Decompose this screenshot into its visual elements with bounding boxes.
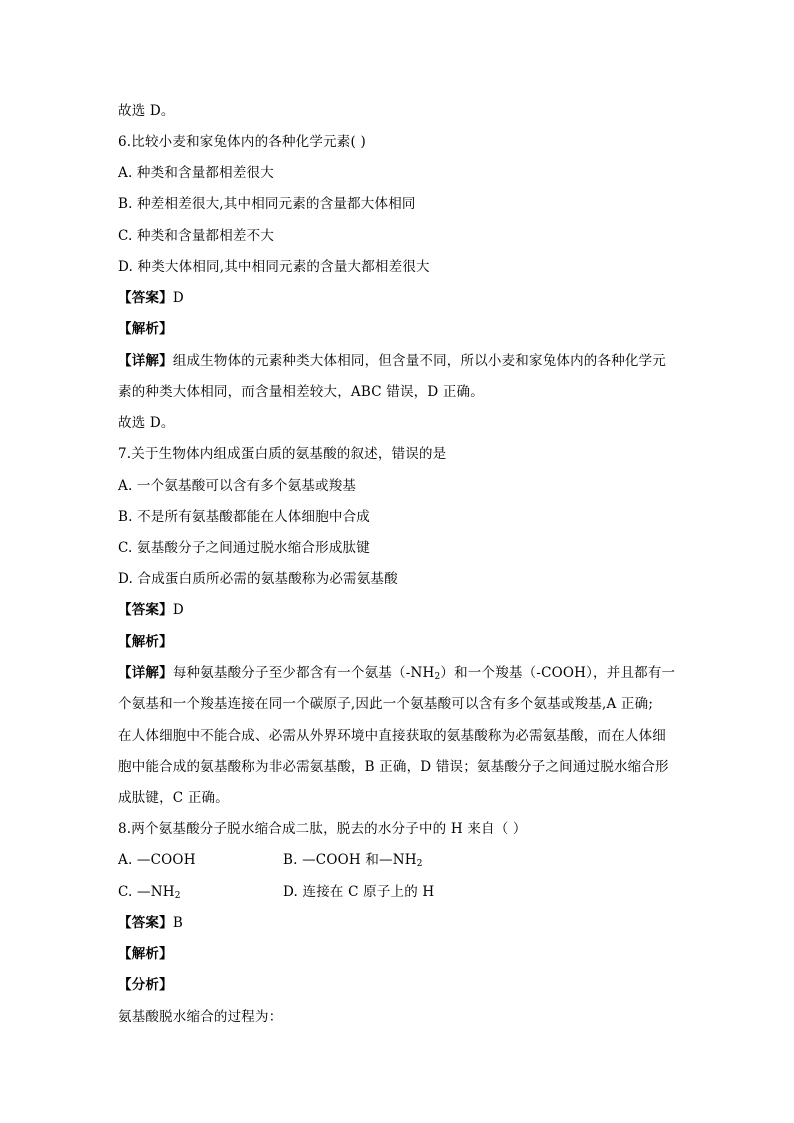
- detail-text: 组成生物体的元素种类大体相同，但含量不同，所以小麦和家兔体内的各种化学元: [172, 353, 667, 369]
- answer-value: B: [172, 915, 183, 931]
- q7-option-c: C. 氨基酸分子之间通过脱水缩合形成肽键: [118, 540, 370, 556]
- q8-option-c: [118, 884, 181, 900]
- q8-stem: 8.两个氨基酸分子脱水缩合成二肽，脱去的水分子中的 H 来自（ ）: [118, 821, 527, 837]
- q8-options-row-1: [118, 850, 423, 870]
- q7-answer: [118, 600, 184, 620]
- q6-answer: [118, 288, 184, 308]
- q8-answer: [118, 913, 183, 933]
- answer-value: D: [172, 290, 184, 306]
- q7-option-a: A. 一个氨基酸可以含有多个氨基或羧基: [118, 478, 357, 494]
- q6-option-d: D. 种类大体相同,其中相同元素的含量大都相差很大: [118, 259, 430, 275]
- detail-label: 【详解】: [118, 665, 173, 681]
- detail-label: 【详解】: [118, 353, 173, 369]
- q7-detail-line-5: 成肽键，C 正确。: [118, 790, 229, 806]
- subscript: 2: [174, 891, 181, 901]
- answer-label: 【答案】: [118, 290, 173, 306]
- option-c-text: C. —NH: [118, 884, 175, 900]
- q8-option-a: A. —COOH: [118, 852, 196, 868]
- q7-option-d: D. 合成蛋白质所必需的氨基酸称为必需氨基酸: [118, 571, 398, 587]
- q8-options-row-2: [118, 882, 435, 902]
- detail-text: 每种氨基酸分子至少都含有一个氨基（-NH: [172, 665, 435, 681]
- answer-label: 【答案】: [118, 602, 173, 618]
- q7-detail-line-1: [118, 663, 675, 683]
- q8-analysis-subheading: 【分析】: [118, 977, 173, 993]
- subscript: 2: [434, 672, 441, 682]
- q7-detail-line-2: 个氨基和一个羧基连接在同一个碳原子,因此一个氨基酸可以含有多个氨基或羧基,A 正确;: [118, 696, 654, 712]
- answer-value: D: [172, 602, 184, 618]
- conclusion-line: 故选 D。: [118, 103, 175, 119]
- answer-label: 【答案】: [118, 915, 173, 931]
- q6-analysis-heading: 【解析】: [118, 321, 173, 337]
- q7-analysis-heading: 【解析】: [118, 634, 173, 650]
- q8-process-intro: 氨基酸脱水缩合的过程为：: [118, 1009, 283, 1025]
- option-b-text: B. —COOH 和—NH: [283, 852, 417, 868]
- q6-conclusion: 故选 D。: [118, 415, 175, 431]
- q6-option-b: B. 种差相差很大,其中相同元素的含量都大体相同: [118, 196, 416, 212]
- q6-option-c: C. 种类和含量都相差不大: [118, 228, 275, 244]
- q6-option-a: A. 种类和含量都相差很大: [118, 165, 274, 181]
- q8-option-d: D. 连接在 C 原子上的 H: [283, 884, 435, 900]
- q8-analysis-heading: 【解析】: [118, 946, 173, 962]
- q6-detail-line-2: 素的种类大体相同，而含量相差较大，ABC 错误，D 正确。: [118, 384, 484, 400]
- q6-stem: 6.比较小麦和家兔体内的各种化学元素( ): [118, 134, 366, 150]
- q7-detail-line-4: 胞中能合成的氨基酸称为非必需氨基酸，B 正确，D 错误；氨基酸分子之间通过脱水缩合形: [118, 759, 669, 775]
- q6-detail-line-1: [118, 351, 666, 371]
- detail-text-cont: ）和一个羧基（-COOH），并且都有一: [440, 665, 676, 681]
- subscript: 2: [416, 859, 423, 869]
- q7-option-b: B. 不是所有氨基酸都能在人体细胞中合成: [118, 509, 371, 525]
- q8-option-b: [283, 850, 423, 870]
- q7-detail-line-3: 在人体细胞中不能合成、必需从外界环境中直接获取的氨基酸称为必需氨基酸，而在人体细: [118, 728, 666, 744]
- q7-stem: 7.关于生物体内组成蛋白质的氨基酸的叙述，错误的是: [118, 446, 447, 462]
